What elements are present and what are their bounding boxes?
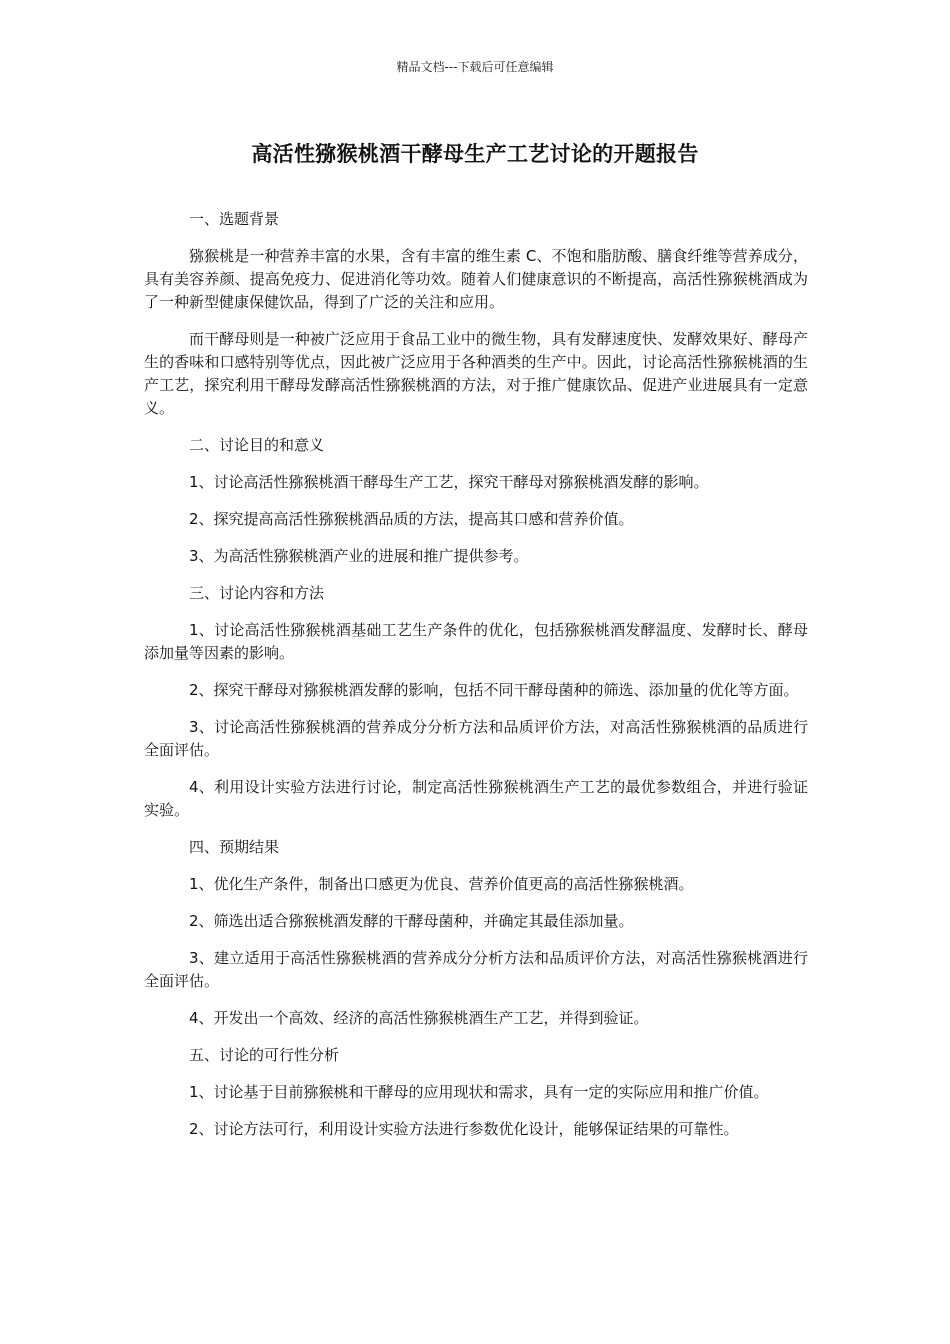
list-item: 1、讨论高活性猕猴桃酒基础工艺生产条件的优化，包括猕猴桃酒发酵温度、发酵时长、酵母添加量等因素的影响。 <box>144 621 808 662</box>
section-heading-purpose: 二、讨论目的和意义 <box>189 436 325 454</box>
document-body <box>144 208 808 1155</box>
section-heading-expected-results: 四、预期结果 <box>189 838 280 856</box>
list-item: 4、利用设计实验方法进行讨论，制定高活性猕猴桃酒生产工艺的最优参数组合，并进行验证实验。 <box>144 778 808 819</box>
section-heading-content-methods: 三、讨论内容和方法 <box>189 584 325 602</box>
list-item: 2、讨论方法可行，利用设计实验方法进行参数优化设计，能够保证结果的可靠性。 <box>189 1120 739 1138</box>
list-item: 3、为高活性猕猴桃酒产业的进展和推广提供参考。 <box>189 547 529 565</box>
list-item: 2、筛选出适合猕猴桃酒发酵的干酵母菌种，并确定其最佳添加量。 <box>189 912 634 930</box>
list-item: 2、探究干酵母对猕猴桃酒发酵的影响，包括不同干酵母菌种的筛选、添加量的优化等方面。 <box>189 681 799 699</box>
list-item: 3、建立适用于高活性猕猴桃酒的营养成分分析方法和品质评价方法，对高活性猕猴桃酒进行全面评估。 <box>144 949 808 990</box>
list-item: 1、讨论基于目前猕猴桃和干酵母的应用现状和需求，具有一定的实际应用和推广价值。 <box>189 1083 769 1101</box>
list-item: 4、开发出一个高效、经济的高活性猕猴桃酒生产工艺，并得到验证。 <box>189 1009 649 1027</box>
list-item: 1、优化生产条件，制备出口感更为优良、营养价值更高的高活性猕猴桃酒。 <box>189 875 694 893</box>
section-heading-background: 一、选题背景 <box>189 210 280 228</box>
list-item: 1、讨论高活性猕猴桃酒干酵母生产工艺，探究干酵母对猕猴桃酒发酵的影响。 <box>189 473 709 491</box>
list-item: 3、讨论高活性猕猴桃酒的营养成分分析方法和品质评价方法，对高活性猕猴桃酒的品质进行全面评估。 <box>144 718 808 759</box>
paragraph: 而干酵母则是一种被广泛应用于食品工业中的微生物，具有发酵速度快、发酵效果好、酵母产生的香味和口感特别等优点，因此被广泛应用于各种酒类的生产中。因此，讨论高活性猕猴桃酒的生产工艺，探究利用干酵母发酵高活性猕猴桃酒的方法，对于推广健康饮品、促进产业进展具有一定意义。 <box>144 330 808 417</box>
paragraph: 猕猴桃是一种营养丰富的水果，含有丰富的维生素 C、不饱和脂肪酸、膳食纤维等营养成分，具有美容养颜、提高免疫力、促进消化等功效。随着人们健康意识的不断提高，高活性猕猴桃酒成为了一种新型健康保健饮品，得到了广泛的关注和应用。 <box>144 247 808 311</box>
page-header: 精品文档---下载后可任意编辑 <box>396 60 554 74</box>
document-title: 高活性猕猴桃酒干酵母生产工艺讨论的开题报告 <box>251 142 699 166</box>
section-heading-feasibility: 五、讨论的可行性分析 <box>189 1046 340 1064</box>
list-item: 2、探究提高高活性猕猴桃酒品质的方法，提高其口感和营养价值。 <box>189 510 634 528</box>
